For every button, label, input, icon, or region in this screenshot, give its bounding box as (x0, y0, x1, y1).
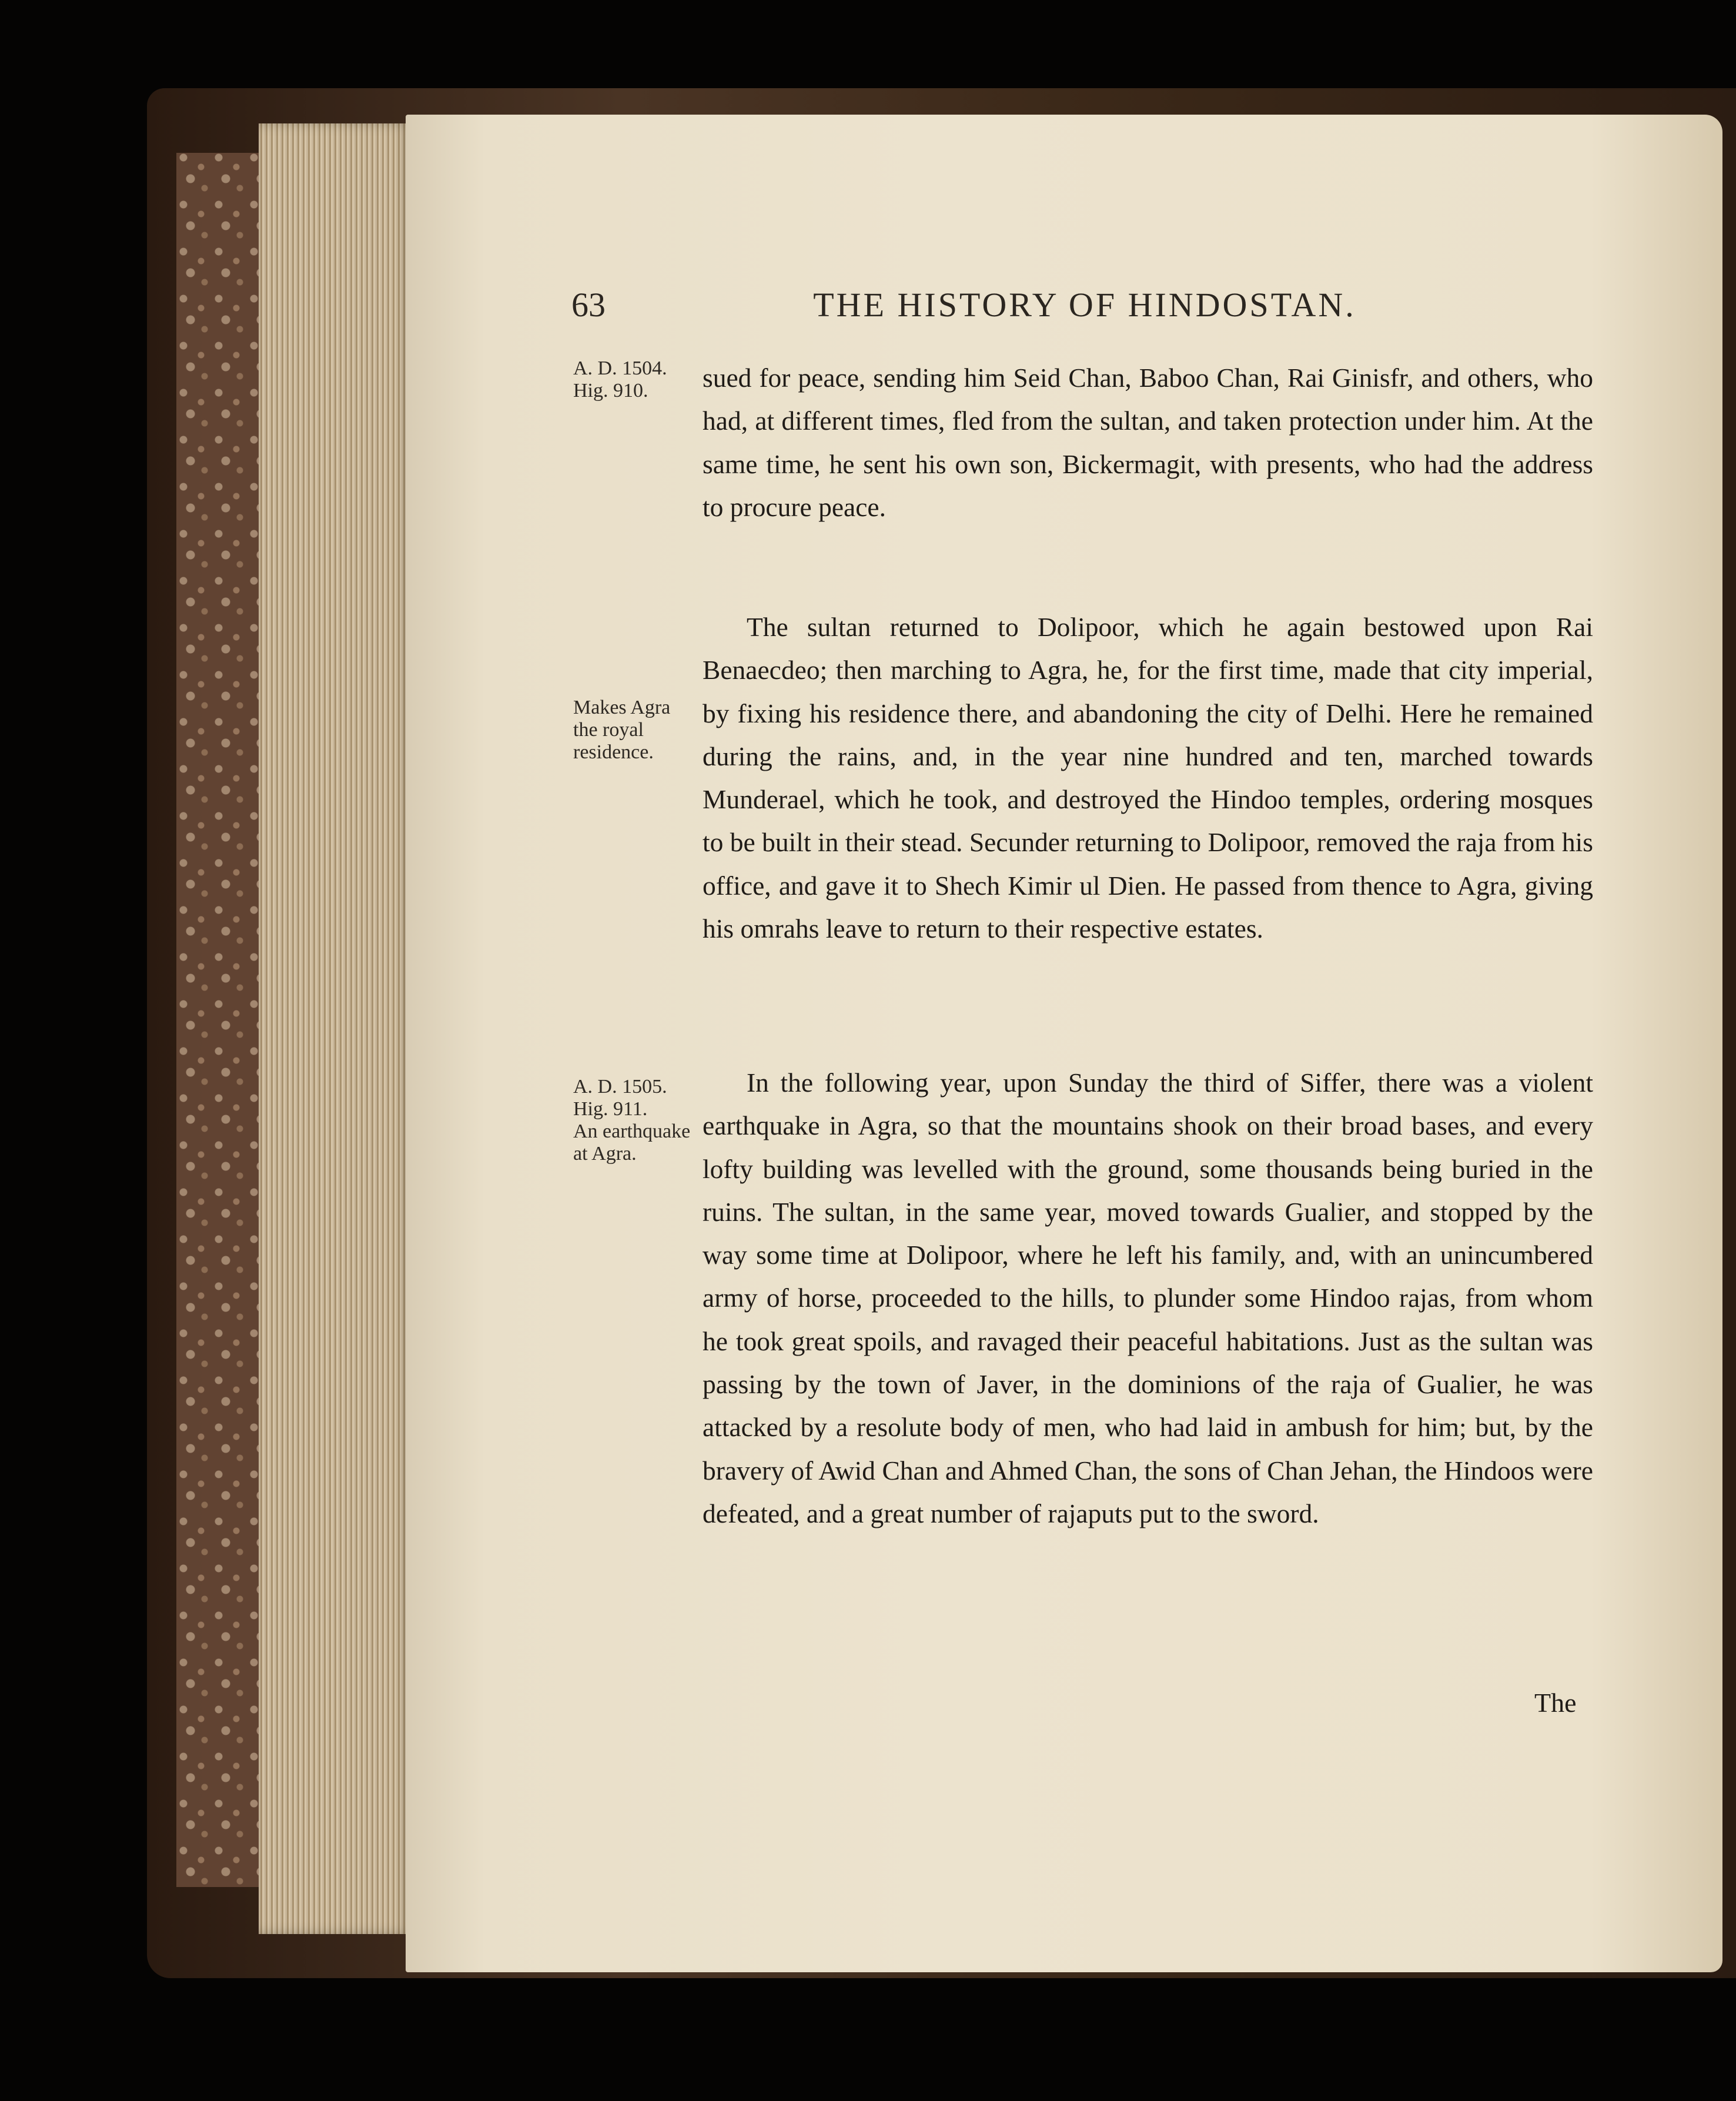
page-block-edges (259, 123, 412, 1934)
margin-note-earthquake: A. D. 1505. Hig. 911. An earthquake at Agra. (573, 1076, 691, 1165)
paragraph-1: sued for peace, sending him Seid Chan, Baboo Chan, Rai Ginisfr, and others, who had, at different times, fled from the sultan, and taken protection under him. At the same time, he sent his own son, Bickermagit, with presents, who had the address to procure peace. (703, 363, 1593, 522)
marbled-edge (176, 153, 259, 1887)
page-number: 63 (571, 286, 606, 324)
running-head-title: THE HISTORY OF HINDOSTAN. (813, 286, 1356, 324)
catchword: The (1534, 1688, 1577, 1718)
running-head (570, 285, 1576, 324)
paragraph-3: In the following year, upon Sunday the third of Siffer, there was a violent earthquake in Agra, so that the mountains shook on their broad bases, and every lofty building was levelled with the ground, some thousands being buried in the ruins. The sultan, in the same year, moved towards Gualier, and stopped by the way some time at Dolipoor, where he left his family, and, with an unincumbered army of horse, proceeded to the hills, to plunder some Hindoo rajas, from whom he took great spoils, and ravaged their peaceful habitations. Just as the sultan was passing by the town of Javer, in the dominions of the raja of Gualier, he was attacked by a resolute body of men, who had laid in ambush for him; but, by the bravery of Awid Chan and Ahmed Chan, the sons of Chan Jehan, the Hindoos were defeated, and a great number of rajaputs put to the sword. (703, 1068, 1593, 1528)
margin-note-agra-residence: Makes Agra the royal residence. (573, 697, 671, 763)
margin-note-date-1504: A. D. 1504. Hig. 910. (573, 357, 667, 402)
paragraph-2: The sultan returned to Dolipoor, which he again bestowed upon Rai Benaecdeo; then marching to Agra, he, for the first time, made that city imperial, by fixing his residence there, and abandoning the city of Delhi. Here he remained during the rains, and, in the year nine hundred and ten, marched towards Munderael, which he took, and destroyed the Hindoo temples, ordering mosques to be built in their stead. Secunder returning to Dolipoor, removed the raja from his office, and gave it to Shech Kimir ul Dien. He passed from thence to Agra, giving his omrahs leave to return to their respective estates. (703, 612, 1593, 944)
